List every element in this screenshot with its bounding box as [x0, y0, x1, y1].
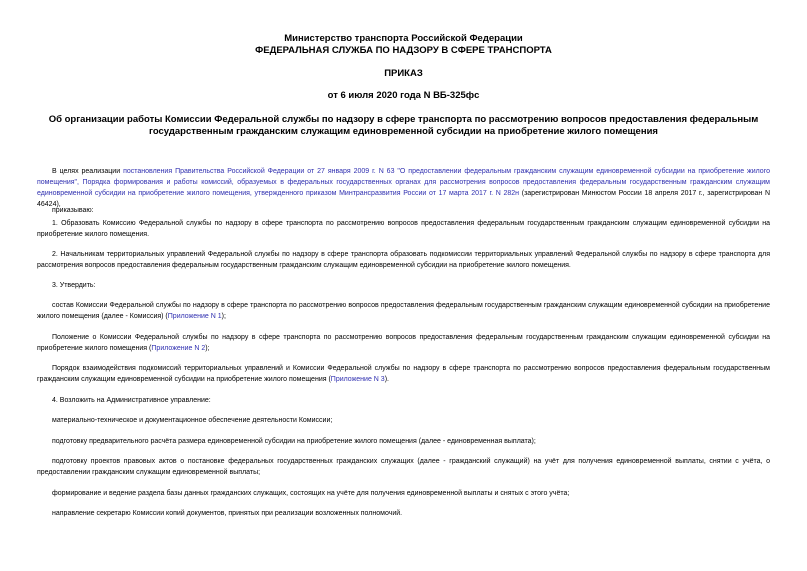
document-date-number: от 6 июля 2020 года N ВБ-325фс: [327, 90, 480, 101]
item-4c: подготовку проектов правовых актов о постановке федеральных государственных гражданских служащих (далее - гражданский служащий) на учёт для получения единовременной выплаты, снятии с учёта, о предоставлении гражданским служащим единовременной выплаты;: [37, 458, 770, 476]
item-3b: [37, 332, 770, 354]
item-3a-end: );: [221, 313, 226, 320]
item-3b-text: Положение о Комиссии Федеральной службы по надзору в сфере транспорта по рассмотрению вопросов предоставления федеральным государственным гражданским служащим единовременной субсидии на приобретение жилого помещения (: [37, 334, 770, 352]
ministry-name: Министерство транспорта Российской Федерации: [284, 33, 523, 44]
item-4: 4. Возложить на Административное управление:: [52, 397, 211, 404]
preamble-intro: В целях реализации: [52, 168, 124, 175]
item-4b: подготовку предварительного расчёта размера единовременной субсидии на приобретение жилого помещения (далее - единовременная выплата);: [52, 438, 536, 445]
item-1: 1. Образовать Комиссию Федеральной службы по надзору в сфере транспорта по рассмотрению вопросов предоставления федеральным государственным гражданским служащим единовременной субсидии на приобретение жилого помещения.: [37, 220, 770, 238]
item-3c-text: Порядок взаимодействия подкомиссий территориальных управлений и Комиссии Федеральной службы по надзору в сфере транспорта по рассмотрению вопросов предоставления федеральным государственным гражданским служащим единовременной субсидии на приобретение жилого помещения (: [37, 365, 770, 383]
document-title-line2: государственным гражданским служащим единовременной субсидии на приобретение жилого помещения: [149, 126, 658, 137]
item-2: 2. Начальникам территориальных управлений Федеральной службы по надзору в сфере транспорта образовать подкомиссии территориальных управлений Федеральной службы по надзору в сфере транспорта для рассмотрения вопросов предоставления федеральным государственным гражданским служащим единовременной субсидии на приобретение жилого помещения.: [37, 251, 770, 269]
item-3c: [37, 363, 770, 385]
preamble-paragraph: [37, 166, 770, 210]
item-3c-end: ).: [384, 376, 389, 383]
regulation-link[interactable]: постановления Правительства Российской Федерации от 27 января 2009 г. N 63 "О предоставлении федеральным гражданским служащим единовременной субсидии на приобретение жилого помещения", Порядка формирования и работы комиссий, образуемых в федеральных государственных органах для рассмотрения вопросов предоставления федеральным государственным гражданским служащим единовременной субсидии на приобретение жилого помещения, утвержденного приказом Минтрансразвития России от 17 марта 2017 г. N 282н: [37, 168, 770, 197]
item-3: 3. Утвердить:: [52, 282, 96, 289]
item-3a: [37, 300, 770, 322]
item-3b-end: );: [205, 345, 210, 352]
item-4a: материально-техническое и документационное обеспечение деятельности Комиссии;: [52, 417, 333, 424]
appendix-3-link[interactable]: Приложение N 3: [330, 376, 385, 383]
appendix-1-link[interactable]: Приложение N 1: [167, 313, 222, 320]
item-4e: направление секретарю Комиссии копий документов, принятых при реализации возложенных полномочий.: [52, 510, 403, 517]
document-type: ПРИКАЗ: [384, 68, 423, 79]
preamble-rest: (зарегистрирован Минюстом России 18 апреля 2017 г., зарегистрирован N 46424),: [37, 190, 770, 208]
service-name: ФЕДЕРАЛЬНАЯ СЛУЖБА ПО НАДЗОРУ В СФЕРЕ ТРАНСПОРТА: [255, 45, 552, 56]
item-3a-text: состав Комиссии Федеральной службы по надзору в сфере транспорта по рассмотрению вопросов предоставления федеральным государственным гражданским служащим единовременной субсидии на приобретение жилого помещения (далее - Комиссия) (: [37, 302, 770, 320]
item-4d: формирование и ведение раздела базы данных гражданских служащих, состоящих на учёте для получения единовременной выплаты и снятых с этого учёта;: [52, 490, 570, 497]
appendix-2-link[interactable]: Приложение N 2: [151, 345, 206, 352]
document-title-line1: Об организации работы Комиссии Федеральной службы по надзору в сфере транспорта по рассмотрению вопросов предоставления федеральным: [48, 114, 759, 125]
order-word: приказываю:: [52, 207, 94, 214]
